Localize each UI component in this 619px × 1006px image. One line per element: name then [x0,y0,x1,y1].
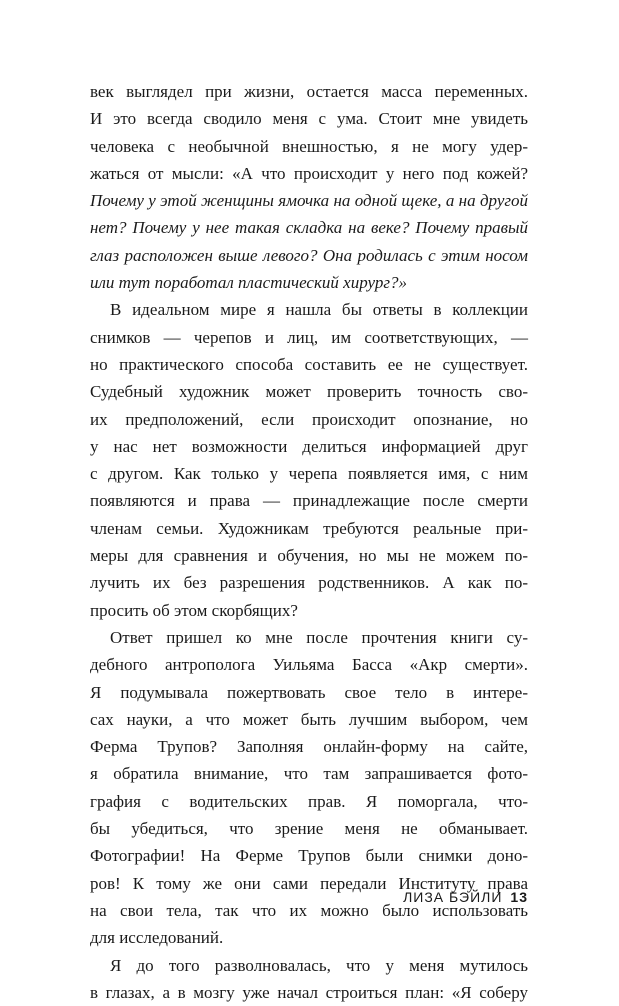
text-line: жаться от мысли: «А что происходит у него под кожей? [90,163,528,183]
text-line: сах науки, а что может быть лучшим выбором, чем [90,709,528,729]
text-line: Ферма Трупов? Заполняя онлайн-форму на сайте, [90,737,528,757]
text-line: бы убедиться, что зрение меня не обманывает. [90,819,528,839]
text-line: с другом. Как только у черепа появляется имя, с ним [90,464,528,484]
text-line: появляются и права — принадлежащие после смерти [90,491,528,511]
text-line: для исследований. [90,928,224,948]
text-line-italic: или тут поработал пластический хирург?» [90,273,407,293]
page-number: 13 [510,889,528,905]
author-name: ЛИЗА БЭЙЛИ [403,889,503,905]
text-line: их предположений, если происходит опознание, но [90,409,528,429]
text-line: но практического способа составить ее не существует. [90,354,528,374]
text-line: просить об этом скорбящих? [90,600,298,620]
page-body [90,78,528,1006]
paragraph-start: В идеальном мире я нашла бы ответы в коллекции [110,300,528,320]
text-line: на свои тела, так что их можно было использовать [90,900,528,920]
text-line: у нас нет возможности делиться информацией друг [90,436,528,456]
text-line: графия с водительских прав. Я поморгала, что- [90,791,528,811]
text-line: век выглядел при жизни, остается масса переменных. [90,82,528,101]
text-line: человека с необычной внешностью, я не могу удер- [90,136,528,156]
text-line: Фотографии! На Ферме Трупов были снимки доно- [90,846,528,866]
text-line-italic: нет? Почему у нее такая складка на веке? Почему правый [90,218,528,238]
text-line: снимков — черепов и лиц, им соответствующих, — [90,327,528,347]
text-line: И это всегда сводило меня с ума. Стоит мне увидеть [90,109,528,129]
text-line: в глазах, а в мозгу уже начал строиться план: «Я соберу [90,982,528,1002]
text-line-italic: Почему у этой женщины ямочка на одной щеке, а на другой [90,191,528,211]
text-line: Судебный художник может проверить точность сво- [90,382,528,402]
text-line: меры для сравнения и обучения, но мы не можем по- [90,546,528,566]
text-line: дебного антрополога Уильяма Басса «Акр смерти». [90,655,528,675]
paragraph-start: Ответ пришел ко мне после прочтения книги су- [110,627,528,647]
text-line: ров! К тому же они сами передали Институту права [90,873,528,893]
text-line: я обратила внимание, что там запрашивается фото- [90,764,528,784]
text-line: лучить их без разрешения родственников. А как по- [90,573,528,593]
text-line: Я подумывала пожертвовать свое тело в интере- [90,682,528,702]
text-line: членам семьи. Художникам требуются реальные при- [90,518,528,538]
paragraph-start: Я до того разволновалась, что у меня мутилось [110,955,528,975]
text-line-italic: глаз расположен выше левого? Она родилась с этим носом [90,245,528,265]
running-footer [90,889,528,905]
